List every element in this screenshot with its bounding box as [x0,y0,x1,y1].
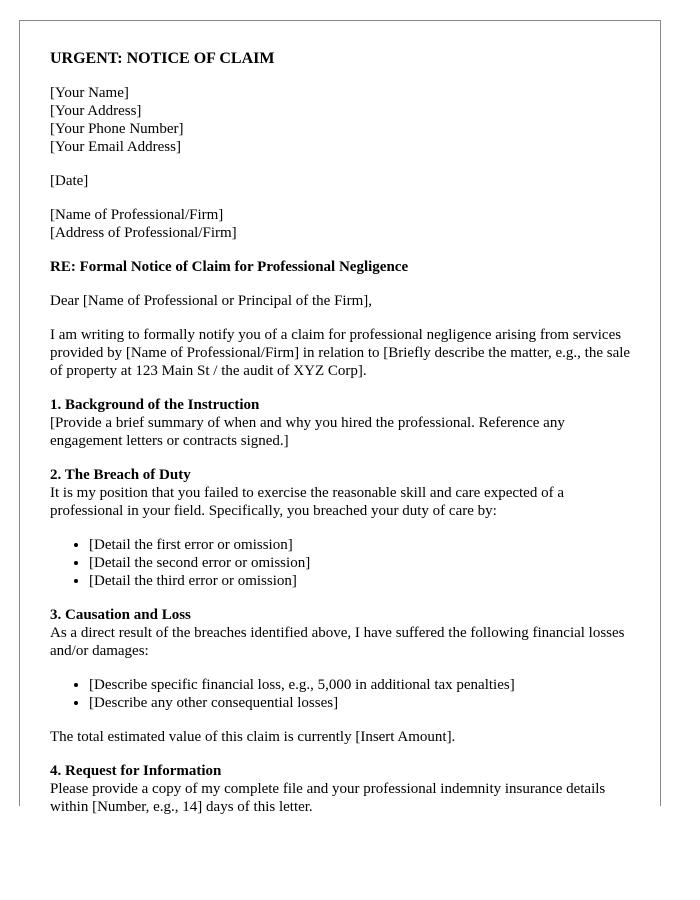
letter-body [50,50,635,832]
section-breach [50,466,635,520]
list-item: • [Describe any other consequential losses] [89,694,635,712]
list-item: • [Detail the third error or omission] [89,572,635,590]
salutation: Dear [Name of Professional or Principal of the Firm], [50,293,372,309]
list-item: • [Detail the first error or omission] [89,536,635,554]
section-request [50,762,635,816]
section-body: Please provide a copy of my complete file and your professional indemnity insurance details within [Number, e.g., 14] days of this letter. [50,781,606,815]
recipient-address: [Address of Professional/Firm] [50,225,237,241]
intro-paragraph: I am writing to formally notify you of a claim for professional negligence arising from services provided by [Name of Professional/Firm] in relation to [Briefly describe the matter, e.g., the sale of property at 123 Main St / the audit of XYZ Corp]. [50,327,631,379]
sender-phone: [Your Phone Number] [50,121,184,137]
recipient-block [50,206,635,242]
list-item: • [Describe specific financial loss, e.g., 5,000 in additional tax penalties] [89,676,635,694]
document-page [19,20,661,815]
section-heading: 1. Background of the Instruction [50,397,260,413]
sender-email: [Your Email Address] [50,139,181,155]
section-body: It is my position that you failed to exercise the reasonable skill and care expected of a professional in your field. Specifically, you breached your duty of care by: [50,485,564,519]
sender-address: [Your Address] [50,103,142,119]
loss-list [50,676,635,712]
section-heading: 2. The Breach of Duty [50,467,191,483]
section-heading: 3. Causation and Loss [50,607,191,623]
recipient-name: [Name of Professional/Firm] [50,207,224,223]
re-line: RE: Formal Notice of Claim for Professional Negligence [50,259,409,275]
breach-list [50,536,635,590]
section-heading: 4. Request for Information [50,763,222,779]
section-body: As a direct result of the breaches identified above, I have suffered the following financial losses and/or damages: [50,625,625,659]
list-item: • [Detail the second error or omission] [89,554,635,572]
claim-total: The total estimated value of this claim is currently [Insert Amount]. [50,729,456,745]
section-body: [Provide a brief summary of when and why you hired the professional. Reference any engagement letters or contracts signed.] [50,415,565,449]
section-causation [50,606,635,660]
document-title: URGENT: NOTICE OF CLAIM [50,50,275,67]
sender-block [50,84,635,156]
letter-date: [Date] [50,173,89,189]
sender-name: [Your Name] [50,85,129,101]
section-background [50,396,635,450]
